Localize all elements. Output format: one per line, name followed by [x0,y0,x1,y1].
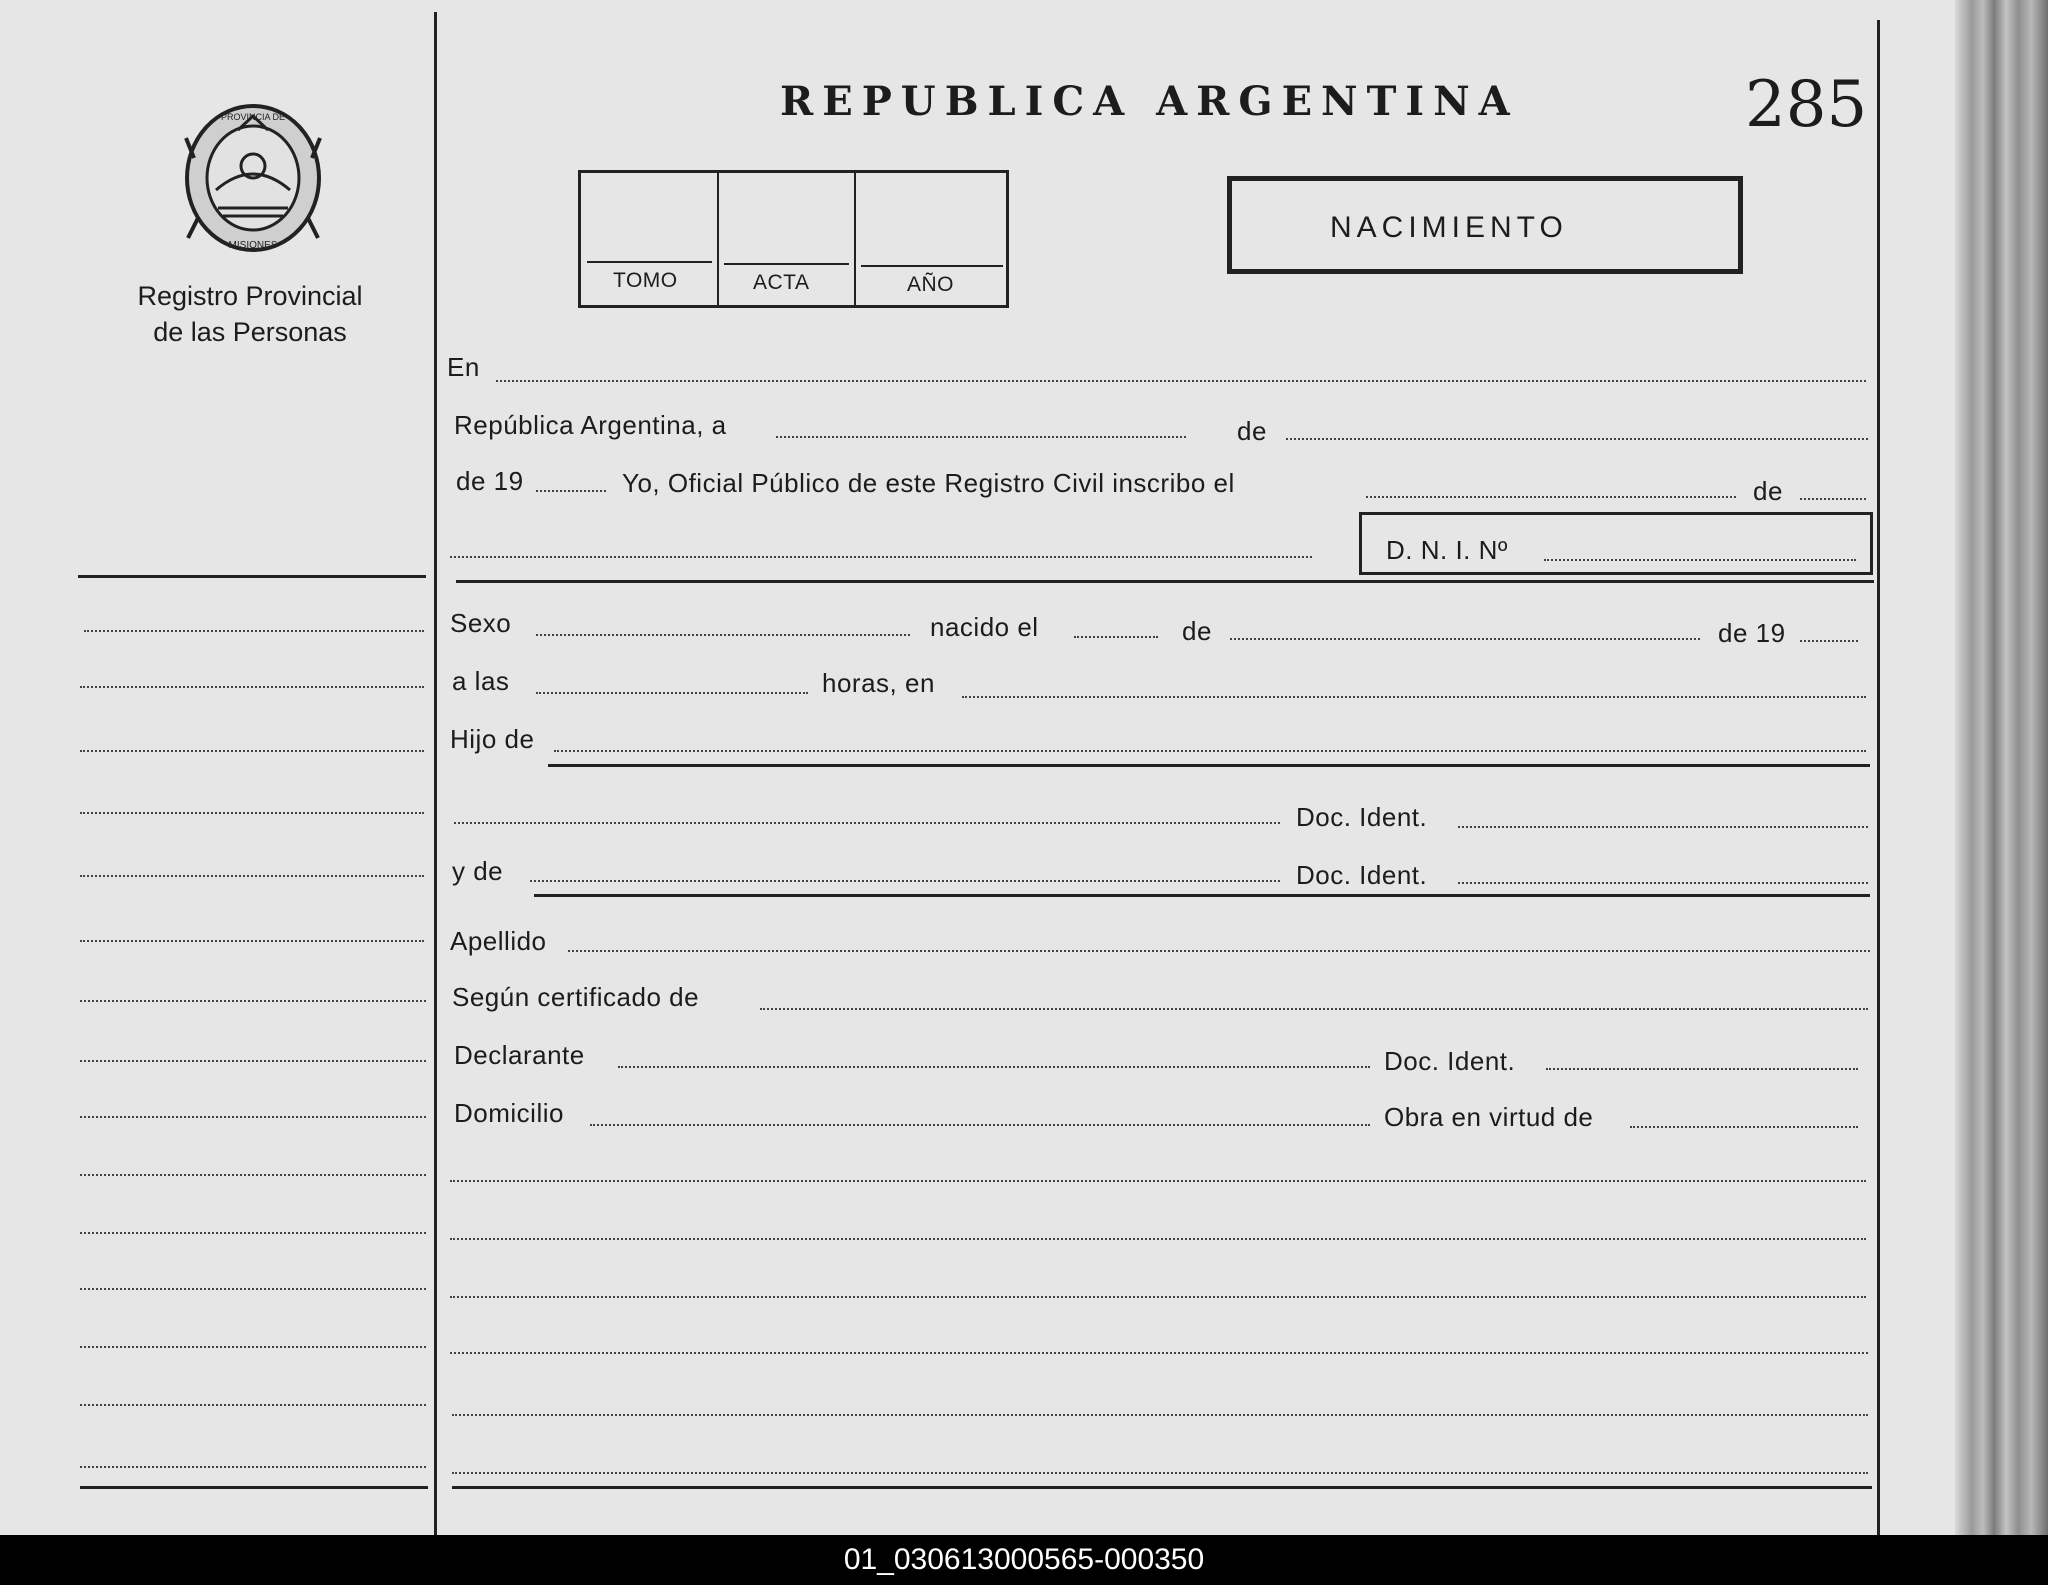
left-line [80,1174,426,1176]
field-declarante[interactable] [618,1066,1370,1068]
seal-text-bottom: MISIONES [228,240,278,251]
label-de: de [1237,416,1267,446]
left-line [80,750,424,752]
left-line [80,1060,426,1062]
field-obra[interactable] [1630,1126,1858,1128]
field-birth-day[interactable] [1074,636,1158,638]
label-doc-ident: Doc. Ident. [1384,1046,1516,1076]
label-domicilio: Domicilio [454,1098,564,1128]
label-hijo-de: Hijo de [450,724,535,754]
field-apellido[interactable] [568,950,1870,952]
field-father[interactable] [554,750,1866,752]
registry-line-2: de las Personas [153,317,347,347]
left-line [80,1288,426,1290]
provincial-seal-icon [178,98,328,258]
field-certificado[interactable] [760,1008,1868,1010]
field-birth-month[interactable] [1230,638,1700,640]
field-name[interactable] [450,556,1312,558]
father-rule [548,764,1870,767]
field-sexo[interactable] [536,634,910,636]
notes-line[interactable] [450,1352,1868,1354]
book-page-edges [1955,0,2048,1535]
notes-line[interactable] [452,1414,1868,1416]
left-line [80,1000,426,1002]
label-declarante: Declarante [454,1040,585,1070]
field-domicilio[interactable] [590,1124,1370,1126]
field-place[interactable] [962,696,1866,698]
mother-rule [534,894,1870,897]
label-segun: Según certificado de [452,982,700,1012]
registry-line-1: Registro Provincial [137,281,363,311]
label-doc-ident: Doc. Ident. [1296,860,1428,890]
bottom-rule [452,1486,1872,1489]
field-declarante-doc[interactable] [1546,1068,1858,1070]
label-obra: Obra en virtud de [1384,1102,1594,1132]
left-line [80,940,424,942]
label-sexo: Sexo [450,608,512,638]
record-type-box [1227,176,1743,274]
label-a-las: a las [452,666,510,696]
section-rule [456,580,1874,583]
left-bottom-rule [80,1486,428,1489]
field-day[interactable] [776,436,1186,438]
field-month[interactable] [1286,438,1868,440]
left-line [80,1404,426,1406]
label-doc-ident: Doc. Ident. [1296,802,1428,832]
left-line [80,1232,426,1234]
right-border [1877,20,1880,1535]
field-year[interactable] [536,490,606,492]
label-de-19: de 19 [1718,618,1786,648]
field-mother-doc[interactable] [1458,882,1868,884]
field-en[interactable] [496,380,1866,382]
left-line [80,812,424,814]
field-father-cont[interactable] [454,822,1280,824]
label-yo-oficial: Yo, Oficial Público de este Registro Civil inscribo el [622,468,1235,498]
page-title: REPUBLICA ARGENTINA [780,78,1519,125]
notes-line[interactable] [450,1296,1866,1298]
left-line [80,1346,426,1348]
left-line [80,686,424,688]
seal-text-top: PROVINCIA DE [220,112,286,122]
notes-line[interactable] [452,1472,1868,1474]
left-top-rule [78,575,426,578]
dni-field[interactable] [1544,559,1856,561]
dni-box [1359,512,1873,575]
label-horas-en: horas, en [822,668,935,698]
dni-label: D. N. I. Nº [1386,535,1508,565]
label-en: En [447,352,480,382]
field-father-doc[interactable] [1458,826,1868,828]
notes-line[interactable] [450,1180,1866,1182]
label-de-19: de 19 [456,466,524,496]
reference-box [578,170,1009,308]
label-nacido-el: nacido el [930,612,1039,642]
field-birth-year[interactable] [1800,640,1858,642]
page-number: 285 [1745,68,1868,142]
label-de: de [1182,616,1212,646]
notes-line[interactable] [450,1238,1866,1240]
record-type: NACIMIENTO [1330,211,1568,244]
field-mother[interactable] [530,880,1280,882]
acta-header: ACTA [753,271,810,294]
field-inscribo[interactable] [1366,496,1736,498]
field-inscribo-de[interactable] [1800,498,1866,500]
field-hour[interactable] [536,692,808,694]
registry-name [90,278,410,350]
left-column-divider [434,12,437,1535]
label-republica: República Argentina, a [454,410,727,440]
label-y-de: y de [452,856,504,886]
tomo-header: TOMO [613,269,678,292]
left-line [80,1116,426,1118]
image-code-caption: 01_030613000565-000350 [843,1543,1205,1576]
ano-header: AÑO [907,273,955,296]
label-apellido: Apellido [450,926,547,956]
left-line [80,1466,426,1468]
label-de: de [1753,476,1783,506]
left-line [80,875,424,877]
left-line [84,630,424,632]
